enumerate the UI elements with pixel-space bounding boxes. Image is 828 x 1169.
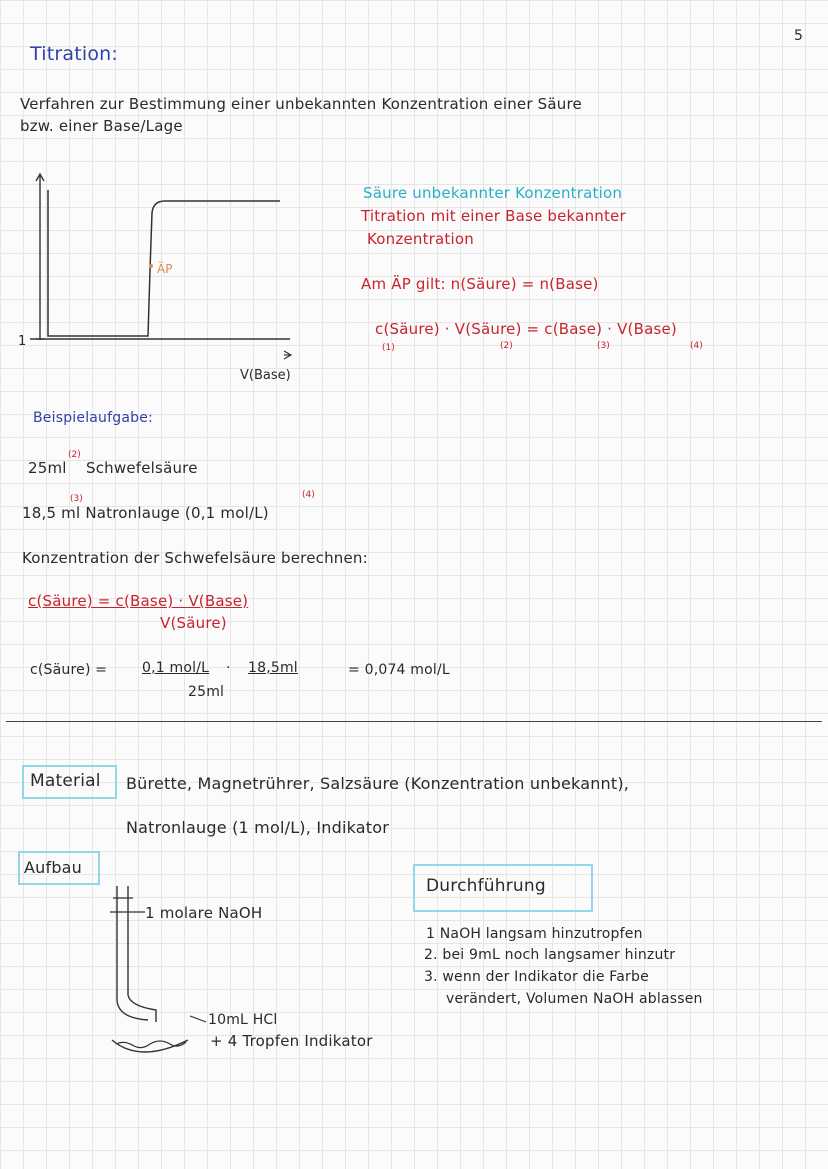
graph-x-label: V(Base): [240, 368, 291, 383]
example-volume-acid: 25ml: [28, 459, 67, 477]
note-titration-line-2: Konzentration: [367, 230, 474, 248]
example-acid-name: Schwefelsäure: [86, 459, 198, 477]
equivalence-point-marker: [149, 264, 153, 268]
page-number: 5: [794, 28, 803, 44]
calc-numerator-2: 18,5ml: [248, 660, 298, 676]
example-base-line: 18,5 ml Natronlauge (0,1 mol/L): [22, 504, 269, 522]
equation-index-4: (4): [690, 341, 703, 351]
beaker-liquid: [116, 1041, 186, 1048]
graph-y-label: 1: [18, 334, 27, 349]
example-heading: Beispielaufgabe:: [33, 410, 153, 426]
burette-left-wall: [117, 886, 148, 1020]
aufbau-indicator-label: + 4 Tropfen Indikator: [210, 1032, 373, 1050]
calc-dot: ·: [226, 660, 231, 676]
note-equation: c(Säure) · V(Säure) = c(Base) · V(Base): [375, 320, 677, 338]
equation-index-3: (3): [597, 341, 610, 351]
aufbau-label: Aufbau: [24, 858, 83, 877]
equation-index-2: (2): [500, 341, 513, 351]
durchfuehrung-step-3b: verändert, Volumen NaOH ablassen: [446, 991, 703, 1007]
example-index-3: (3): [70, 494, 83, 504]
durchfuehrung-step-3a: 3. wenn der Indikator die Farbe: [424, 969, 649, 985]
durchfuehrung-label: Durchführung: [426, 876, 546, 896]
note-titration-line-1: Titration mit einer Base bekannter: [361, 207, 626, 225]
aufbau-naoh-label: 1 molare NaOH: [145, 904, 263, 922]
durchfuehrung-step-2: 2. bei 9mL noch langsamer hinzutr: [424, 947, 676, 963]
note-acid-unknown: Säure unbekannter Konzentration: [363, 184, 623, 202]
calc-numerator-1: 0,1 mol/L: [142, 660, 210, 676]
note-ap-rule: Am ÄP gilt: n(Säure) = n(Base): [361, 275, 599, 293]
example-index-4: (4): [302, 490, 315, 500]
durchfuehrung-step-1: 1 NaOH langsam hinzutropfen: [426, 926, 643, 942]
hcl-pointer: [190, 1016, 206, 1022]
graph-point-label: ÄP: [157, 262, 173, 276]
equation-index-1: (1): [382, 343, 395, 353]
aufbau-hcl-label: 10mL HCl: [208, 1012, 278, 1028]
material-line-1: Bürette, Magnetrührer, Salzsäure (Konzentration unbekannt),: [126, 774, 630, 793]
definition-line-2: bzw. einer Base/Lage: [20, 117, 183, 135]
material-line-2: Natronlauge (1 mol/L), Indikator: [126, 818, 390, 837]
page-title: Titration:: [30, 43, 119, 65]
section-divider: [6, 721, 822, 722]
example-index-2: (2): [68, 450, 81, 460]
formula-numerator: c(Säure) = c(Base) · V(Base): [28, 592, 249, 610]
calc-lhs: c(Säure) =: [30, 662, 108, 678]
definition-line-1: Verfahren zur Bestimmung einer unbekannten Konzentration einer Säure: [20, 95, 582, 113]
formula-denominator: V(Säure): [160, 614, 227, 632]
material-label: Material: [30, 771, 101, 791]
calc-result: = 0,074 mol/L: [348, 662, 450, 678]
calc-denominator: 25ml: [188, 684, 225, 700]
example-task: Konzentration der Schwefelsäure berechnen:: [22, 549, 368, 567]
